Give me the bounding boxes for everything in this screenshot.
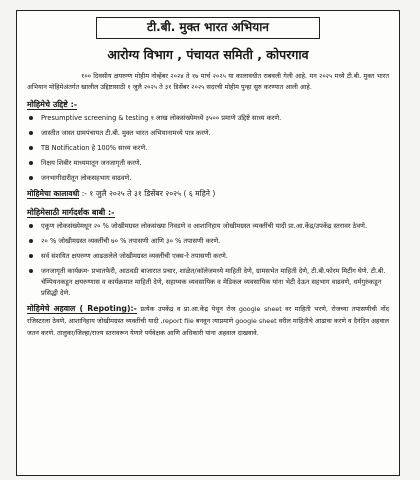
list-item-text: Presumptive screening & testing १ लाख लोकसंख्येमध्ये ३५०० प्रमाणे उद्दिष्टे साध्य करणे.: [41, 114, 282, 122]
document-page: [16, 10, 400, 476]
bullet-icon: [29, 254, 33, 258]
duration-line: [27, 188, 389, 201]
list-item: [27, 236, 389, 247]
list-item: [27, 221, 389, 232]
duration-label: मोहिमेचा कालावधी: [27, 189, 80, 198]
bullet-icon: [29, 131, 33, 135]
guidelines-heading-text: मोहिमेसाठी मार्गदर्शक बाबी :-: [27, 208, 115, 217]
reporting-label: मोहिमेचे अहवाल ( Repoting):-: [27, 304, 137, 313]
list-item-text: सर्व संशयित क्षयरुग्ण आढळलेले जोखीमग्रस्त व्यक्तींची एक्स-रे तपासणी करणे.: [41, 252, 228, 260]
objectives-heading-text: मोहिमेचे उद्दिष्टे :-: [27, 100, 78, 109]
duration-value: :- १ जुलै २०२५ ते ३१ डिसेंबर २०२५ ( ६ महिने ): [81, 189, 216, 198]
bullet-icon: [29, 161, 33, 165]
list-item-text: जनभागीदारीतून लोकसहभाग वाढवणे.: [41, 174, 132, 182]
bullet-icon: [29, 116, 33, 120]
list-item: [27, 266, 389, 299]
department-subtitle: आरोग्य विभाग , पंचायत समिती , कोपरगाव: [107, 47, 309, 62]
list-item: [27, 158, 389, 169]
list-item-text: जास्तीत जास्त ग्रामपंचायत टी.बी. मुक्त भारत अभियानामध्ये पात्र करणे.: [41, 129, 211, 137]
guidelines-heading: [27, 207, 389, 219]
bullet-icon: [29, 146, 33, 150]
reporting-section: [27, 303, 389, 339]
list-item-text: जनजागृती कार्यक्रम- प्रभातफेरी, आठवडी बाजारात प्रचार, शाळेत/कॉलेजमध्ये माहिती देणे, ग्रामसभेत माहिती देणे, टी.बी.फोरम मिटींग घेणे. टी.बी. चॅम्पियनकडून क्षयरुग्णास व कार्यक्रमात माहिती देणे, सहाय्यक व्यवसायिक व मेडिकल व्यवसायिक यांना भेटी देऊन सहभाग वाढवणे, धर्मगुरुंकडून प्रसिद्धी देणे.: [41, 267, 386, 297]
list-item: [27, 143, 389, 154]
list-item-text: एकूण लोकसंख्येमधून २० % जोखीमग्रस्त लोकसंख्या निवडणे व आशानिहाय जोखीमग्रस्त व्यक्तींची यादी प्रा.आ.केंद्र/उपकेंद्र स्तरावर ठेवणे.: [41, 222, 368, 230]
reporting-text: प्रत्येक उपकेंद्र व प्रा.आ.केंद्र येथून रोज google sheet वर माहिती भरणे, रोजच्या तपासणीची नोंद रजिस्टरला ठेवणे, आशानिहाय जोखीमग्रस्त व्यक्तींची यादी ,report file बनवून त्याप्रमाणे google sheet वरील माहितीचे आढावा करणे व दैनंदिन अहवाल जतन करणे. तालुका/जिल्हा/राज्य स्तरावरून येणारे पर्यवेक्षक आणि अधिकारी यांना अहवाल दाखवावे.: [27, 305, 390, 337]
list-item: [27, 113, 389, 124]
list-item-text: २० % जोखीमग्रस्त व्यक्तींची ७० % तपासणी आणि ३० % तपासणी करणे.: [41, 237, 221, 245]
page-title: टी.बी. मुक्त भारत अभियान: [96, 17, 320, 39]
list-item: [27, 128, 389, 139]
list-item: [27, 251, 389, 262]
list-item: [27, 173, 389, 184]
objectives-list: [27, 113, 389, 184]
guidelines-list: [27, 221, 389, 299]
bullet-icon: [29, 239, 33, 243]
intro-paragraph: १०० दिवसीय क्षयरुग्ण मोहीम नोव्हेंबर २०२४ ते १७ मार्च २०२५ या कालावधीत राबवली गेली आहे. मन २०२५ मध्ये टी.बी. मुक्त भारत अभियान मोहिमेअंतर्गत खालील उद्दिष्टासाठी १ जुलै २०२५ ते ३१ डिसेंबर २०२५ सदरची मोहीम पुन्हा सुरु करण्यात आली आहे.: [27, 72, 389, 91]
bullet-icon: [29, 269, 33, 273]
bullet-icon: [29, 224, 33, 228]
list-item-text: निक्षय शिबीर माध्यमातून जनजागृती करणे.: [41, 159, 142, 167]
bullet-icon: [29, 176, 33, 180]
list-item-text: TB Notification हे 100% साध्य करणे.: [41, 144, 148, 152]
objectives-heading: [27, 99, 389, 111]
